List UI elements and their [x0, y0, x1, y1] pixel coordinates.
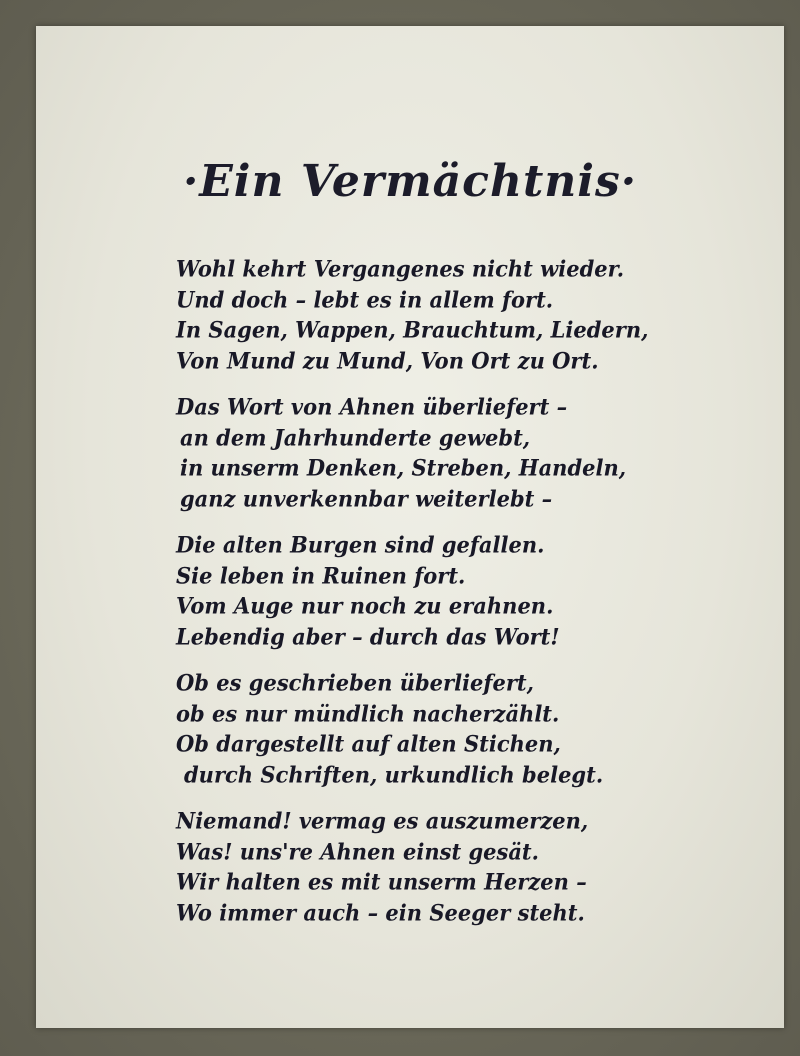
poem-line: Wir halten es mit unserm Herzen – — [176, 868, 587, 895]
poem-line: Und doch – lebt es in allem fort. — [176, 285, 554, 313]
stanza-3 — [176, 530, 756, 652]
poem-line: durch Schriften, urkundlich belegt. — [184, 760, 604, 788]
poem-line: Wohl kehrt Vergangenes nicht wieder. — [176, 255, 625, 282]
poem-line: an dem Jahrhunderte gewebt, — [180, 423, 531, 451]
poem-line: Von Mund zu Mund, Von Ort zu Ort. — [176, 346, 599, 374]
poem-body — [176, 254, 756, 944]
poem-line: Wo immer auch – ein Seeger steht. — [176, 898, 585, 926]
poem-line: Lebendig aber – durch das Wort! — [176, 622, 560, 650]
poem-line: Was! uns're Ahnen einst gesät. — [176, 837, 539, 865]
stanza-4 — [176, 668, 756, 790]
stanza-5 — [176, 806, 756, 928]
poem-line: ob es nur mündlich nacherzählt. — [176, 699, 560, 727]
stanza-1 — [176, 254, 756, 376]
poem-line: Die alten Burgen sind gefallen. — [176, 531, 545, 558]
poem-sheet — [36, 26, 784, 1028]
poem-title: ·Ein Vermächtnis· — [182, 156, 638, 207]
poem-line: In Sagen, Wappen, Brauchtum, Liedern, — [176, 316, 649, 343]
poem-line: Ob dargestellt auf alten Stichen, — [176, 730, 561, 757]
poem-line: in unserm Denken, Streben, Handeln, — [180, 454, 627, 481]
poem-line: Das Wort von Ahnen überliefert – — [176, 393, 568, 420]
poem-line: Vom Auge nur noch zu erahnen. — [176, 592, 554, 619]
poem-line: Ob es geschrieben überliefert, — [176, 669, 534, 696]
stanza-2 — [176, 392, 756, 514]
poem-line: ganz unverkennbar weiterlebt – — [180, 484, 553, 512]
poem-line: Sie leben in Ruinen fort. — [176, 561, 466, 589]
poem-line: Niemand! vermag es auszumerzen, — [176, 807, 589, 834]
